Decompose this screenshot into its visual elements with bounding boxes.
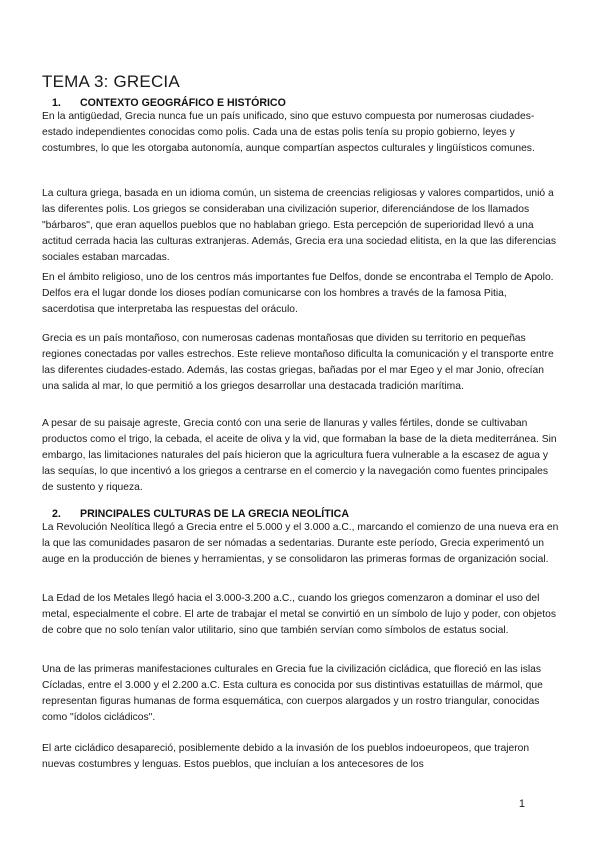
section-heading-1 (52, 97, 286, 109)
paragraph: La Edad de los Metales llegó hacia el 3.000-3.200 a.C., cuando los griegos comenzaron a dominar el uso del metal, especialmente el cobre. El arte de trabajar el metal se convirtió en un símbolo de lujo y poder, con objetos de cobre que no solo tenían valor utilitario, sino que también servían como símbolos de estatus social. (42, 593, 556, 636)
section-heading-2 (52, 508, 349, 520)
page-number: 1 (518, 798, 525, 810)
section-number: 1. (52, 97, 61, 109)
paragraph: El arte cicládico desapareció, posiblemente debido a la invasión de los pueblos indoeuropeos, que trajeron nuevas costumbres y lenguas. Estos pueblos, que incluían a los antecesores de los (42, 743, 530, 770)
paragraph: Grecia es un país montañoso, con numerosas cadenas montañosas que dividen su territorio en pequeñas regiones conectadas por valles estrechos. Este relieve montañoso dificulta la comunicación y el transporte entre las diferentes ciudades-estado. Además, las costas griegas, bañadas por el mar Egeo y el mar Jonio, ofrecían una salida al mar, lo que permitió a los griegos desarrollar una destacada tradición marítima. (42, 333, 554, 392)
paragraph: La Revolución Neolítica llegó a Grecia entre el 5.000 y el 3.000 a.C., marcando el comienzo de una nueva era en la que las comunidades pasaron de ser nómadas a sedentarias. Durante este período, Grecia experimentó un auge en la producción de bienes y herramientas, y se consolidaron las primeras formas de organización social. (42, 522, 559, 565)
paragraph: Una de las primeras manifestaciones culturales en Grecia fue la civilización cicládica, que floreció en las islas Cícladas, entre el 3.000 y el 2.200 a.C. Esta cultura es conocida por sus distintivas estatuillas de mármol, que representan figuras humanas de forma esquemática, con cuerpos alargados y un rostro triangular, conocidas como "ídolos cicládicos". (42, 664, 543, 723)
section-title: PRINCIPALES CULTURAS DE LA GRECIA NEOLÍTICA (80, 508, 349, 520)
paragraph: En el ámbito religioso, uno de los centros más importantes fue Delfos, donde se encontraba el Templo de Apolo. Delfos era el lugar donde los dioses podían comunicarse con los hombres a través de la famosa Pitia, sacerdotisa que interpretaba las respuestas del oráculo. (42, 272, 554, 315)
paragraph: En la antigüedad, Grecia nunca fue un país unificado, sino que estuvo compuesta por numerosas ciudades-estado independientes conocidas como polis. Cada una de estas polis tenía su propio gobierno, leyes y costumbres, lo que les otorgaba autonomía, aunque compartían aspectos culturales y lingüísticos comunes. (42, 111, 535, 154)
section-number: 2. (52, 508, 61, 520)
section-title: CONTEXTO GEOGRÁFICO E HISTÓRICO (80, 97, 286, 109)
paragraph: A pesar de su paisaje agreste, Grecia contó con una serie de llanuras y valles fértiles, donde se cultivaban productos como el trigo, la cebada, el aceite de oliva y la vid, que formaban la base de la dieta mediterránea. Sin embargo, las limitaciones naturales del país hicieron que la agricultura fuera vulnerable a la escasez de agua y las sequías, lo que incentivó a los griegos a centrarse en el comercio y la navegación como fuentes principales de sustento y riqueza. (42, 418, 557, 493)
paragraph: La cultura griega, basada en un idioma común, un sistema de creencias religiosas y valores compartidos, unió a las diferentes polis. Los griegos se consideraban una civilización superior, diferenciándose de los llamados "bárbaros", que eran aquellos pueblos que no hablaban griego. Esta percepción de superioridad llevó a una actitud cerrada hacia las culturas extranjeras. Además, Grecia era una sociedad elitista, en la que las diferencias sociales estaban marcadas. (42, 188, 556, 263)
page-title: TEMA 3: GRECIA (42, 72, 180, 91)
